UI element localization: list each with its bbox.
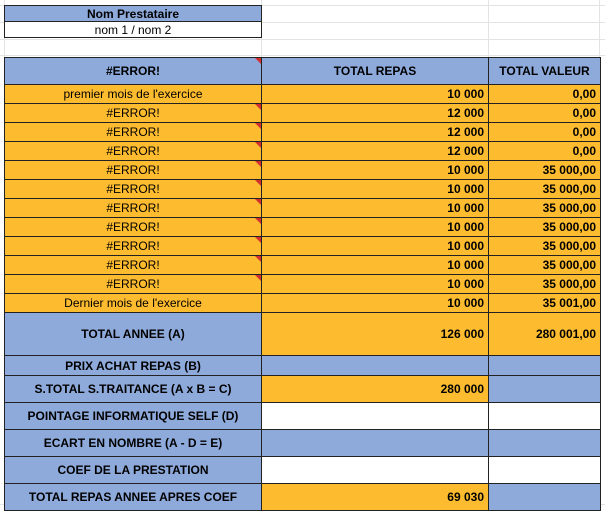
prestataire-table <box>4 5 262 38</box>
month-row <box>5 256 601 275</box>
month-label-cell[interactable]: #ERROR! <box>5 104 262 123</box>
month-row <box>5 199 601 218</box>
month-label-cell[interactable]: #ERROR! <box>5 123 262 142</box>
month-row <box>5 180 601 199</box>
month-row <box>5 123 601 142</box>
month-row <box>5 104 601 123</box>
month-row <box>5 142 601 161</box>
month-row <box>5 161 601 180</box>
prix-achat-valeur[interactable] <box>489 356 601 376</box>
ecart-row <box>5 430 601 457</box>
total-annee-label[interactable]: TOTAL ANNEE (A) <box>5 313 262 356</box>
header-col-valeur[interactable]: TOTAL VALEUR <box>489 58 601 85</box>
month-repas-cell[interactable]: 10 000 <box>262 294 489 313</box>
month-repas-cell[interactable]: 10 000 <box>262 180 489 199</box>
prix-achat-repas[interactable] <box>262 356 489 376</box>
coef-label[interactable]: COEF DE LA PRESTATION <box>5 457 262 484</box>
month-label-cell[interactable]: #ERROR! <box>5 256 262 275</box>
ecart-repas[interactable] <box>262 430 489 457</box>
ecart-label[interactable]: ECART EN NOMBRE (A - D = E) <box>5 430 262 457</box>
month-repas-cell[interactable]: 10 000 <box>262 256 489 275</box>
month-valeur-cell[interactable]: 35 000,00 <box>489 237 601 256</box>
total-annee-row <box>5 313 601 356</box>
month-repas-cell[interactable]: 12 000 <box>262 142 489 161</box>
month-row <box>5 237 601 256</box>
month-repas-cell[interactable]: 10 000 <box>262 218 489 237</box>
total-annee-repas[interactable]: 126 000 <box>262 313 489 356</box>
month-repas-cell[interactable]: 10 000 <box>262 161 489 180</box>
ecart-valeur[interactable] <box>489 430 601 457</box>
month-valeur-cell[interactable]: 35 000,00 <box>489 275 601 294</box>
header-col-label[interactable]: #ERROR! <box>5 58 262 85</box>
month-row <box>5 218 601 237</box>
month-rows <box>5 85 601 313</box>
stotal-valeur[interactable] <box>489 376 601 403</box>
pointage-label[interactable]: POINTAGE INFORMATIQUE SELF (D) <box>5 403 262 430</box>
repas-table <box>4 57 601 511</box>
month-valeur-cell[interactable]: 0,00 <box>489 123 601 142</box>
month-repas-cell[interactable]: 10 000 <box>262 275 489 294</box>
month-repas-cell[interactable]: 10 000 <box>262 199 489 218</box>
prix-achat-label[interactable]: PRIX ACHAT REPAS (B) <box>5 356 262 376</box>
total-apres-valeur[interactable] <box>489 484 601 511</box>
month-valeur-cell[interactable]: 35 001,00 <box>489 294 601 313</box>
month-repas-cell[interactable]: 12 000 <box>262 104 489 123</box>
month-row <box>5 275 601 294</box>
pointage-valeur[interactable] <box>489 403 601 430</box>
header-row <box>5 58 601 85</box>
total-annee-valeur[interactable]: 280 001,00 <box>489 313 601 356</box>
month-valeur-cell[interactable]: 0,00 <box>489 85 601 104</box>
month-repas-cell[interactable]: 10 000 <box>262 85 489 104</box>
coef-valeur[interactable] <box>489 457 601 484</box>
coef-repas[interactable] <box>262 457 489 484</box>
month-label-cell[interactable]: Dernier mois de l'exercice <box>5 294 262 313</box>
prestataire-value-cell[interactable]: nom 1 / nom 2 <box>5 22 262 38</box>
month-label-cell[interactable]: #ERROR! <box>5 142 262 161</box>
month-label-cell[interactable]: #ERROR! <box>5 237 262 256</box>
stotal-label[interactable]: S.TOTAL S.TRAITANCE (A x B = C) <box>5 376 262 403</box>
month-valeur-cell[interactable]: 0,00 <box>489 104 601 123</box>
month-label-cell[interactable]: #ERROR! <box>5 161 262 180</box>
stotal-row <box>5 376 601 403</box>
month-repas-cell[interactable]: 12 000 <box>262 123 489 142</box>
pointage-repas[interactable] <box>262 403 489 430</box>
month-row <box>5 85 601 104</box>
month-row <box>5 294 601 313</box>
total-apres-label[interactable]: TOTAL REPAS ANNEE APRES COEF <box>5 484 262 511</box>
total-apres-row <box>5 484 601 511</box>
month-label-cell[interactable]: #ERROR! <box>5 275 262 294</box>
prestataire-label-cell[interactable]: Nom Prestataire <box>5 6 262 22</box>
month-label-cell[interactable]: #ERROR! <box>5 199 262 218</box>
month-valeur-cell[interactable]: 35 000,00 <box>489 180 601 199</box>
prix-achat-row <box>5 356 601 376</box>
month-valeur-cell[interactable]: 35 000,00 <box>489 161 601 180</box>
month-label-cell[interactable]: premier mois de l'exercice <box>5 85 262 104</box>
pointage-row <box>5 403 601 430</box>
total-apres-repas[interactable]: 69 030 <box>262 484 489 511</box>
month-valeur-cell[interactable]: 35 000,00 <box>489 256 601 275</box>
month-valeur-cell[interactable]: 35 000,00 <box>489 218 601 237</box>
header-col-repas[interactable]: TOTAL REPAS <box>262 58 489 85</box>
month-label-cell[interactable]: #ERROR! <box>5 180 262 199</box>
month-valeur-cell[interactable]: 0,00 <box>489 142 601 161</box>
coef-row <box>5 457 601 484</box>
month-label-cell[interactable]: #ERROR! <box>5 218 262 237</box>
stotal-repas[interactable]: 280 000 <box>262 376 489 403</box>
month-valeur-cell[interactable]: 35 000,00 <box>489 199 601 218</box>
month-repas-cell[interactable]: 10 000 <box>262 237 489 256</box>
